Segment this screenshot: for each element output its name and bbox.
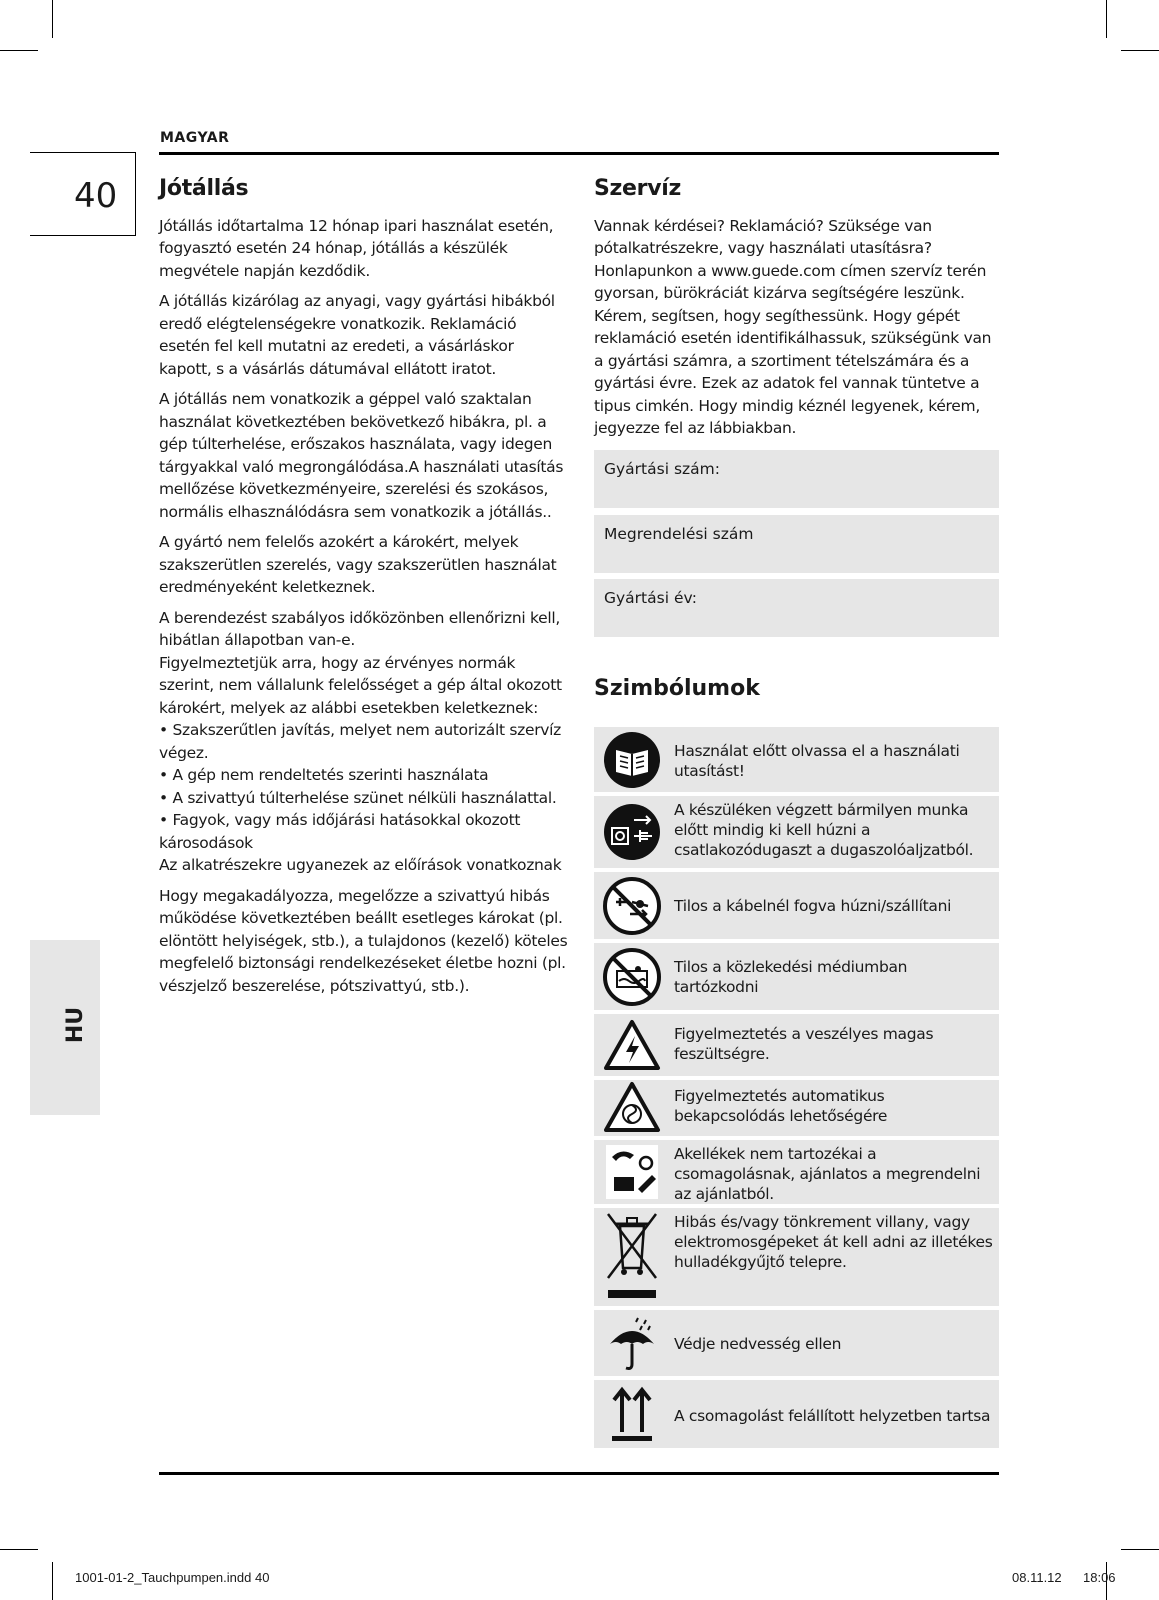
symbol-row [594, 796, 999, 868]
symbols-title: Szimbólumok [594, 676, 760, 701]
symbol-text: Védje nedvesség ellen [674, 1335, 842, 1353]
symbol-text: Használat előtt olvassa el a használati utasítást! [674, 742, 960, 780]
symbol-row [594, 1014, 999, 1076]
footer-date: 08.11.12 [1012, 1570, 1062, 1585]
symbol-row [594, 1380, 999, 1448]
warranty-paragraph: A gyártó nem felelős azokért a károkért, melyek szakszerütlen szerelés, vagy szakszerütlen használat eredményeként keletkeznek. [159, 533, 557, 596]
footer-time: 18:06 [1083, 1570, 1116, 1585]
warranty-paragraph: Hogy megakadályozza, megelőzze a szivattyú hibás működése következtében beállt esetleges károkat (pl. elöntött helyiségek, stb.), a tulajdonos (kezelő) köteles megfelelő biztonsági rendelkezéseket életbe hozni (pl. vészjelző beszerelése, pótszivattyú, stb.). [159, 886, 568, 995]
warranty-bullet: • A szivattyú túlterhelése szünet nélküli használattal. [159, 788, 557, 807]
crop-mark [0, 1549, 38, 1550]
language-side-tab-label: HU [63, 1006, 88, 1044]
warranty-line: Az alkatrészekre ugyanezek az előírások vonatkoznak [159, 856, 562, 874]
page-number: 40 [74, 176, 118, 216]
high-voltage-icon [602, 1016, 662, 1078]
symbol-text: Figyelmeztetés automatikus bekapcsolódás lehetőségére [674, 1087, 888, 1125]
service-title: Szervíz [594, 176, 682, 201]
warranty-bullet: • A gép nem rendeltetés szerinti használata [159, 766, 489, 784]
warranty-paragraph: A jótállás kizárólag az anyagi, vagy gyártási hibákból eredő elégtelenségekre vonatkozik. Reklamáció esetén fel kell mutatni az eredeti, a vásárláskor kapott, s a vásárlás dátumával ellátott iratot. [159, 292, 555, 378]
warranty-paragraph: A jótállás nem vonatkozik a géppel való szaktalan használat következtében bekövetkező hibákra, pl. a gép túlterhelése, erőszakos használata, vagy idegen tárgyakkal való megrongálódása.A használati utasítás mellőzése következményeire, szerelési és szokásos, normális elhasználódásra sem vonatkozik a jótállás.. [159, 390, 564, 521]
crop-mark [1106, 0, 1107, 38]
warranty-line: Figyelmeztetjük arra, hogy az érvényes normák szerint, nem vállalunk felelősséget a gép által okozott károkért, melyek az alábbi esetekben keletkeznek: [159, 653, 562, 717]
no-cable-pull-icon [602, 876, 662, 940]
warranty-bullet: • Szakszerűtlen javítás, melyet nem autorizált szervíz végez. [159, 721, 562, 762]
crop-mark [52, 1562, 53, 1600]
symbol-text: Hibás és/vagy tönkrement villany, vagy elektromosgépeket át kell adni az illetékes hulladékgyűjtő telepre. [674, 1213, 993, 1271]
keep-dry-icon [602, 1314, 662, 1376]
crop-mark [52, 0, 53, 38]
warranty-bullet: • Fagyok, vagy más időjárási hatásokkal okozott károsodások [159, 811, 521, 852]
footer-filename: 1001-01-2_Tauchpumpen.indd 40 [75, 1570, 270, 1585]
crop-mark [0, 50, 38, 51]
crop-mark [1121, 1549, 1159, 1550]
auto-start-icon [602, 1080, 662, 1140]
unplug-icon [602, 802, 662, 866]
serial-number-field: Gyártási szám: [594, 450, 999, 508]
symbol-text: Figyelmeztetés a veszélyes magas feszültségre. [674, 1025, 934, 1063]
production-year-field: Gyártási év: [594, 579, 999, 637]
warranty-title: Jótállás [159, 176, 249, 201]
warranty-line: A berendezést szabályos időközönben ellenőrizni kell, hibátlan állapotban van-e. [159, 608, 561, 649]
top-rule [159, 152, 999, 155]
this-way-up-icon [602, 1384, 662, 1448]
language-label: MAGYAR [160, 130, 230, 146]
symbol-row [594, 1140, 999, 1204]
warranty-section [159, 178, 569, 1005]
accessories-icon [602, 1143, 662, 1205]
read-manual-icon [602, 730, 662, 794]
symbol-text: Tilos a kábelnél fogva húzni/szállítani [674, 897, 952, 915]
crop-mark [1121, 50, 1159, 51]
symbol-row [594, 1208, 999, 1306]
order-number-field: Megrendelési szám [594, 515, 999, 573]
symbol-row [594, 727, 999, 792]
symbol-row [594, 872, 999, 939]
symbol-text: Tilos a közlekedési médiumban tartózkodni [674, 958, 908, 996]
bottom-rule [159, 1472, 999, 1475]
symbol-text: A csomagolást felállított helyzetben tartsa [674, 1407, 991, 1425]
symbol-text: Akellékek nem tartozékai a csomagolásnak, ajánlatos a megrendelni az ajánlatból. [674, 1145, 981, 1203]
symbol-row [594, 1310, 999, 1376]
service-section [594, 178, 999, 448]
warranty-paragraph: Jótállás időtartalma 12 hónap ipari használat esetén, fogyasztó esetén 24 hónap, jótállás a készülék megvétele napján kezdődik. [159, 216, 554, 280]
symbol-text: A készüléken végzett bármilyen munka előtt mindig ki kell húzni a csatlakozódugaszt a dugaszolóaljzatból. [674, 801, 974, 859]
weee-bin-icon [602, 1210, 662, 1306]
symbol-row [594, 1080, 999, 1136]
no-swim-icon [602, 947, 662, 1011]
symbol-row [594, 943, 999, 1010]
service-text: Vannak kérdései? Reklamáció? Szüksége van pótalkatrészekre, vagy használati utasításra? Honlapunkon a www.guede.com címen szervíz terén gyorsan, bürökráciát kizárva segítségére leszünk. Kérem, segítsen, hogy segíthessünk. Hogy gépét reklamáció esetén identifikálhassuk, szükségünk van a gyártási számra, a szortiment tételszámára és a gyártási évre. Ezek az adatok fel vannak tüntetve a tipus cimkén. Hogy mindig kéznél legyenek, kérem, jegyezze fel az lábbiakban. [594, 216, 992, 437]
